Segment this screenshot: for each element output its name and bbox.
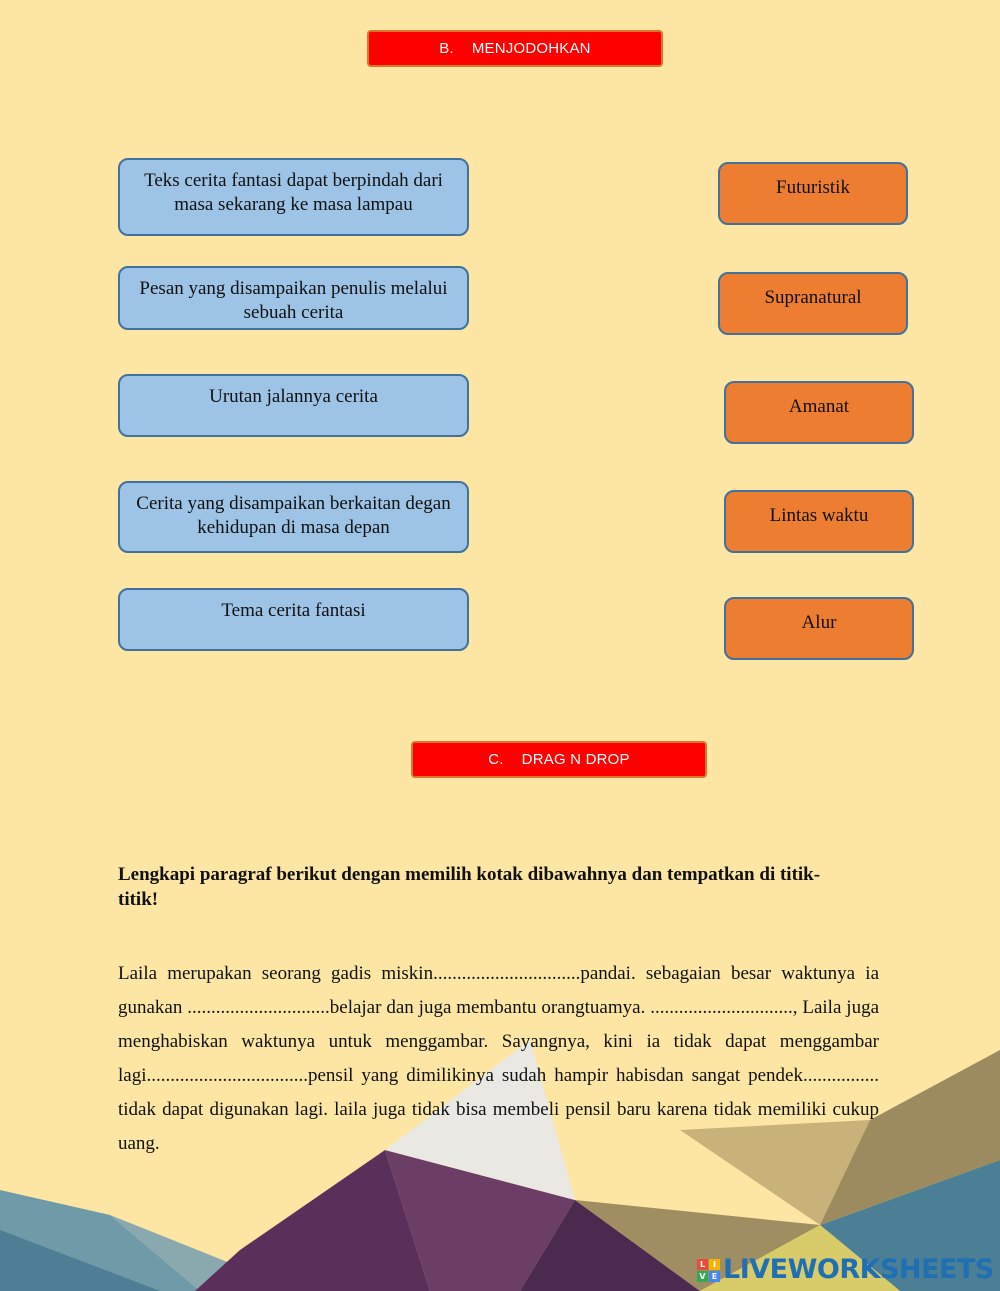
match-answer-amanat[interactable]: Amanat bbox=[724, 381, 914, 444]
section-b-number: B. bbox=[439, 40, 454, 57]
section-c-header bbox=[411, 741, 707, 778]
match-answer-futuristik[interactable]: Futuristik bbox=[718, 162, 908, 225]
drag-drop-paragraph: Laila merupakan seorang gadis miskin...............................pandai. sebagaian besar waktunya ia gunakan ..............................belajar dan juga membantu orangtuamya. .............................., Laila juga menghabiskan waktunya untuk menggambar. Sayangnya, kini ia tidak dapat menggambar lagi..................................pensil yang dimilikinya sudah hampir habisdan sangat pendek................ tidak dapat digunakan lagi. laila juga tidak bisa membeli pensil baru karena tidak memiliki cukup uang. bbox=[118, 963, 879, 1154]
logo-text: LIVEWORKSHEETS bbox=[723, 1254, 994, 1285]
match-question-5[interactable]: Tema cerita fantasi bbox=[118, 588, 469, 651]
match-question-4[interactable]: Cerita yang disampaikan berkaitan degan kehidupan di masa depan bbox=[118, 481, 469, 553]
match-question-2[interactable]: Pesan yang disampaikan penulis melalui sebuah cerita bbox=[118, 266, 469, 330]
match-question-3[interactable]: Urutan jalannya cerita bbox=[118, 374, 469, 437]
logo-letter-l: L bbox=[697, 1259, 708, 1270]
instruction-text: Lengkapi paragraf berikut dengan memilih kotak dibawahnya dan tempatkan di titik-titik! bbox=[118, 864, 821, 910]
logo-letter-i: I bbox=[709, 1259, 720, 1270]
match-answer-supranatural[interactable]: Supranatural bbox=[718, 272, 908, 335]
logo-letter-v: V bbox=[697, 1271, 708, 1282]
section-b-header bbox=[367, 30, 663, 67]
match-answer-alur[interactable]: Alur bbox=[724, 597, 914, 660]
section-b-title: MENJODOHKAN bbox=[471, 40, 591, 57]
section-c-number: C. bbox=[488, 751, 504, 768]
section-c-title: DRAG N DROP bbox=[521, 751, 630, 768]
logo-letter-e: E bbox=[709, 1271, 720, 1282]
match-answer-lintas-waktu[interactable]: Lintas waktu bbox=[724, 490, 914, 553]
liveworksheets-logo bbox=[697, 1255, 994, 1285]
match-question-1[interactable]: Teks cerita fantasi dapat berpindah dari masa sekarang ke masa lampau bbox=[118, 158, 469, 236]
logo-squares-icon bbox=[697, 1259, 720, 1282]
